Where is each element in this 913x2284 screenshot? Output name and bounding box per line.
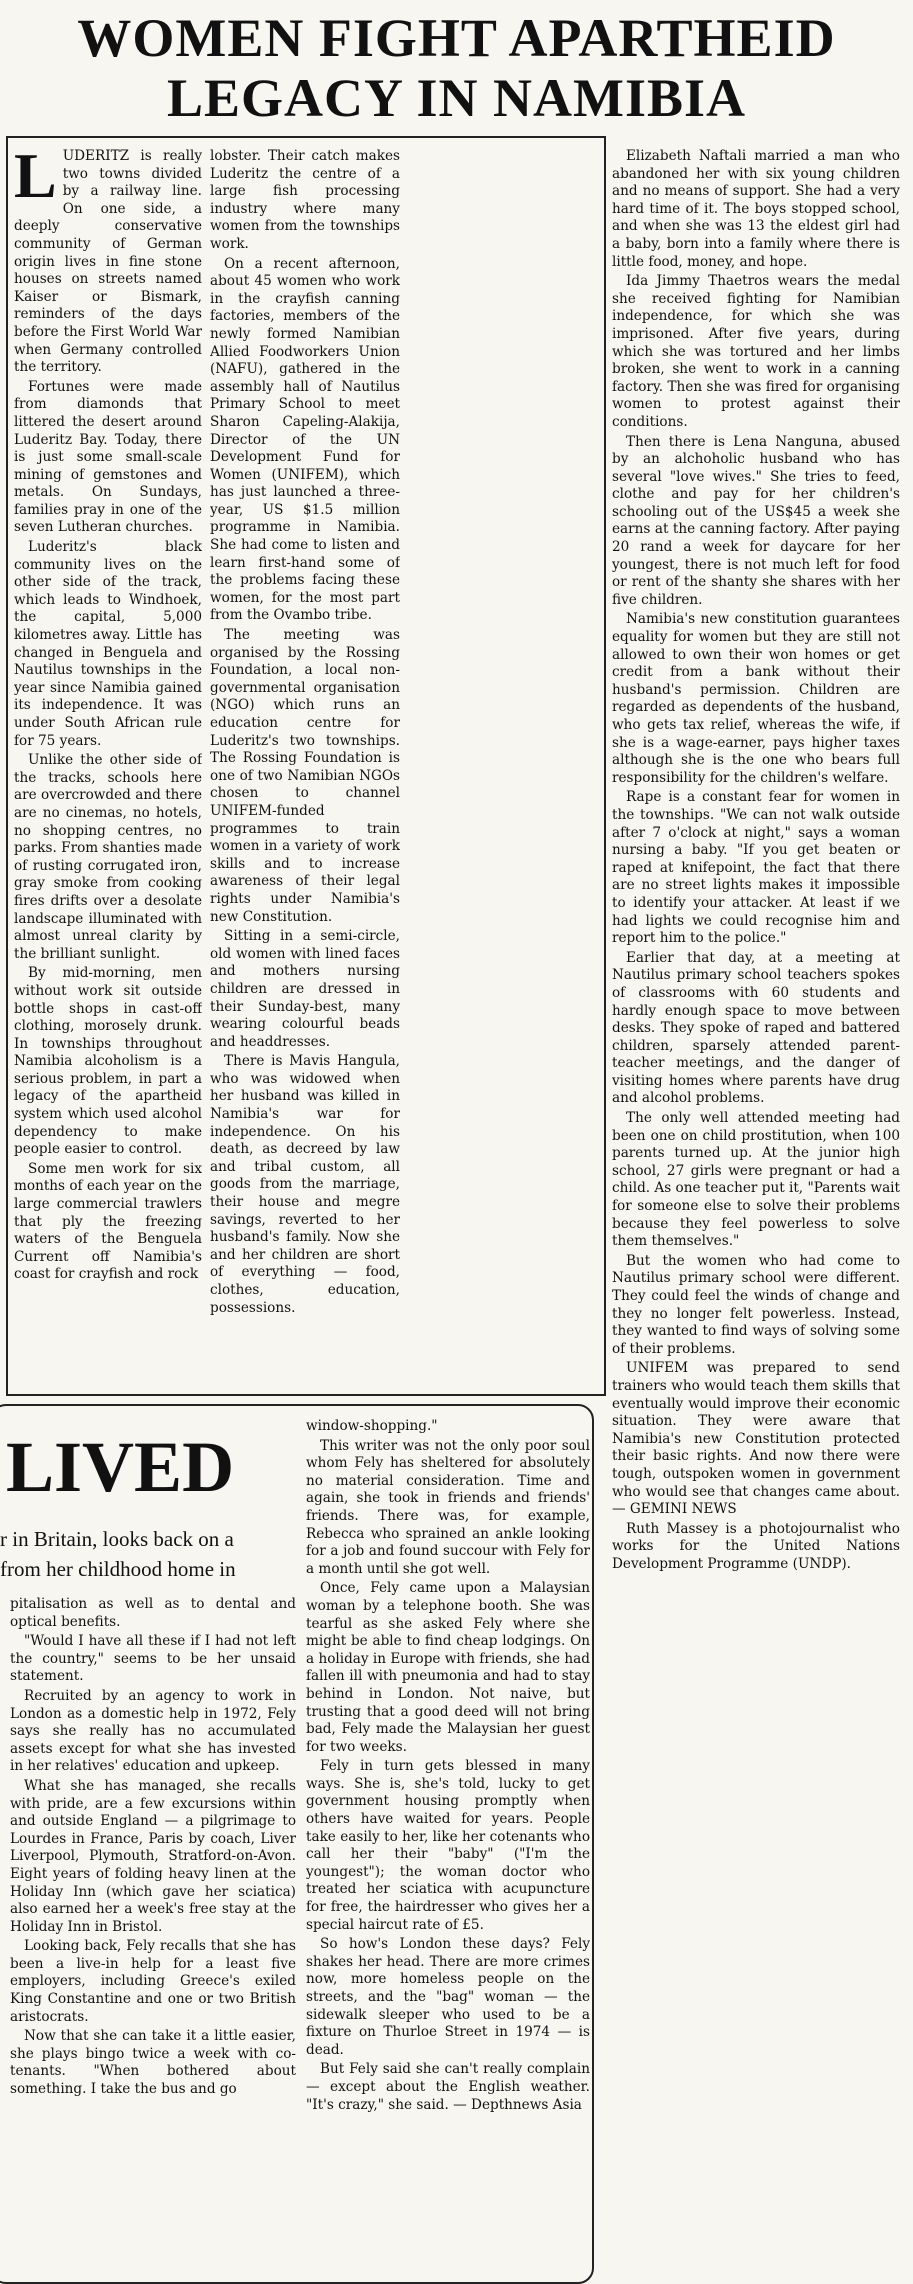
article-column-3 <box>612 148 900 2268</box>
paragraph: What she has managed, she recalls with pride, are a few excursions within and outside England — a pilgrimage to Lourdes in France, Paris by coach, Liver Liverpool, Plymouth, Stratford-on-Avon. Eight years of folding heavy linen at the Holiday Inn (which gave her sciatica) also earned her a week's free stay at the Holiday Inn in Bristol. <box>10 1777 296 1935</box>
paragraph: Recruited by an agency to work in London as a domestic help in 1972, Fely says she really has no accumulated assets except for what she has invested in her relatives' education and upkeep. <box>10 1687 296 1775</box>
headline-line-2: LEGACY IN NAMIBIA <box>166 68 747 128</box>
paragraph: There is Mavis Hangula, who was widowed when her husband was killed in Namibia's war for independence. On his death, as decreed by law and tribal custom, all goods from the marriage, their house and megre savings, reverted to her husband's family. Now she and her children are short of everything — food, clothes, education, possessions. <box>210 1053 400 1316</box>
paragraph: Ruth Massey is a photojournalist who works for the United Nations Development Programme (UNDP). <box>612 1520 900 1572</box>
paragraph: Some men work for six months of each year on the large commercial trawlers that ply the freezing waters of the Benguela Current off Namibia's coast for crayfish and rock <box>14 1160 202 1283</box>
paragraph: window-shopping." <box>306 1418 438 1434</box>
paragraph: Rape is a constant fear for women in the townships. "We can not walk outside after 7 o'clock at night," says a woman nursing a baby. "If you get beaten or raped at knifepoint, the fact that there are no street lights makes it impossible to identify your attacker. At least if we had lights we could recognise him and report him to the police." <box>612 789 900 947</box>
paragraph: Ida Jimmy Thaetros wears the medal she received fighting for Namibian independence, for which she was imprisoned. After five years, during which she was tortured and her limbs broken, she went to work in a canning factory. Then she was fired for organising women to protest against their conditions. <box>612 273 900 430</box>
subhead-line-1: r in Britain, looks back on a <box>0 1527 234 1551</box>
subhead-line-2: from her childhood home in <box>0 1557 236 1581</box>
paragraph: pitalisation as well as to dental and optical benefits. <box>10 1596 296 1630</box>
headline-line-1: WOMEN FIGHT APARTHEID <box>77 8 836 68</box>
paragraph: Once, Fely came upon a Malaysian woman by a telephone booth. She was tearful as she asked Fely where she might be able to find cheap lodgings. On a holiday in Europe with friends, she had fallen ill with pneumonia and had to stay behind in London. Not naive, but trusting that a good deed will not bring bad, Fely made the Malaysian her guest for two weeks. <box>306 1580 590 1755</box>
dropcap: L <box>14 148 57 211</box>
paragraph: Elizabeth Naftali married a man who abandoned her with six young children and no means of support. She had a very hard time of it. The boys stopped school, and when she was 13 the eldest girl had a baby, born into a family where there is little food, money, and hope. <box>612 148 900 270</box>
paragraph: Now that she can take it a little easier, she plays bingo twice a week with co-tenants. "When bothered about something. I take the bus and go <box>10 2028 296 2098</box>
paragraph: UDERITZ is really two towns divided by a railway line. On one side, a deeply conservative community of German origin lives in fine stone houses on streets named Kaiser or Bismark, reminders of the days before the First World War when Germany controlled the territory. <box>14 148 202 376</box>
paragraph: Luderitz's black community lives on the other side of the track, which leads to Windhoek, the capital, 5,000 kilometres away. Little has changed in Benguela and Nautilus townships in the year since Namibia gained its independence. It was under South African rule for 75 years. <box>14 539 202 749</box>
paragraph: Unlike the other side of the tracks, schools here are overcrowded and there are no cinemas, no hotels, no shopping centres, no parks. From shanties made of rusting corrugated iron, gray smoke from cooking fires drifts over a desolate landscape illuminated with almost unreal clarity by the brilliant sunlight. <box>14 752 202 962</box>
second-article-column-1 <box>10 1596 296 2268</box>
paragraph: "Would I have all these if I had not left the country," seems to be her unsaid statement. <box>10 1633 296 1685</box>
paragraph: This writer was not the only poor soul whom Fely has sheltered for absolutely no material consideration. Time and again, she took in friends and friends' friends. There was, for example, Rebecca who sprained an ankle looking for a job and found succour with Fely for a month until she got well. <box>306 1437 590 1577</box>
paragraph: Then there is Lena Nanguna, abused by an alchoholic husband who has several "love wives." She tries to feed, clothe and pay for her children's schooling out of the US$45 a week she earns at the canning factory. After paying 20 rand a week for daycare for her youngest, there is not much left for food or rent of the shanty she shares with her five children. <box>612 433 900 608</box>
article-column-2 <box>210 148 400 1388</box>
second-article-subhead <box>0 1524 295 1584</box>
paragraph: lobster. Their catch makes Luderitz the centre of a large fish processing industry where many women from the townships work. <box>210 148 400 252</box>
paragraph: Fely in turn gets blessed in many ways. She is, she's told, lucky to get government housing promptly when others have waited for years. People take easily to her, like her cotenants who call her their "baby" ("I'm the youngest"); the woman doctor who treated her sciatica with acupuncture for free, the hairdresser who gives her a special haircut rate of £5. <box>306 1758 590 1933</box>
paragraph: But the women who had come to Nautilus primary school were different. They could feel the winds of change and they no longer felt powerless. Instead, they wanted to find ways of solving some of their problems. <box>612 1252 900 1357</box>
paragraph: Namibia's new constitution guarantees equality for women but they are still not allowed to own their won homes or get credit from a bank without their husband's permission. Children are regarded as dependents of the husband, who gets tax relief, whereas the wife, if she is a wage-earner, pays higher taxes although she is the one who bears full responsibility for the children's welfare. <box>612 611 900 786</box>
paragraph: The meeting was organised by the Rossing Foundation, a local non-governmental organisation (NGO) which runs an education centre for Luderitz's two townships. The Rossing Foundation is one of two Namibian NGOs chosen to channel UNIFEM-funded programmes to train women in a variety of work skills and to increase awareness of their legal rights under Namibia's new Constitution. <box>210 627 400 925</box>
paragraph: Fortunes were made from diamonds that littered the desert around Luderitz Bay. Today, there is just some small-scale mining of gemstones and metals. On Sundays, families pray in one of the seven Lutheran churches. <box>14 378 202 536</box>
paragraph: The only well attended meeting had been one on child prostitution, when 100 parents turned up. At the junior high school, 27 girls were pregnant or had a child. As one teacher put it, "Parents wait for someone else to solve their problems because they feel powerless to solve them themselves." <box>612 1110 900 1250</box>
paragraph: Earlier that day, at a meeting at Nautilus primary school teachers spokes of classrooms with 60 students and hardly enough space to move between desks. They spoke of raped and battered children, sparsely attended parent-teacher meetings, and the danger of visiting homes where parents have drug and alcohol problems. <box>612 949 900 1107</box>
second-article-column-2 <box>306 1418 590 2268</box>
paragraph: UNIFEM was prepared to send trainers who would teach them skills that eventually would improve their economic situation. They were aware that Namibia's new Constitution protected their basic rights. And now there were tough, outspoken women in government who would see that changes came about. — GEMINI NEWS <box>612 1360 900 1518</box>
paragraph: But Fely said she can't really complain — except about the English weather. "It's crazy," she said. — Depthnews Asia <box>306 2061 590 2113</box>
paragraph: Looking back, Fely recalls that she has been a live-in help for a least five employers, including Greece's exiled King Constantine and one or two British aristocrats. <box>10 1938 296 2025</box>
paragraph: By mid-morning, men without work sit outside bottle shops in cast-off clothing, morosely drunk. In townships throughout Namibia alcoholism is a serious problem, in part a legacy of the apartheid system which used alcohol dependency to make people easier to control. <box>14 965 202 1158</box>
article-column-1 <box>14 148 202 1388</box>
paragraph: On a recent afternoon, about 45 women who work in the crayfish canning factories, members of the newly formed Namibian Allied Foodworkers Union (NAFU), gathered in the assembly hall of Nautilus Primary School to meet Sharon Capeling-Alakija, Director of the UN Development Fund for Women (UNIFEM), which has just launched a three-year, US $1.5 million programme in Namibia. She had come to listen and learn first-hand some of the problems facing these women, for the most part from the Ovambo tribe. <box>210 255 400 624</box>
paragraph: So how's London these days? Fely shakes her head. There are more crimes now, more homeless people on the streets, and the "bag" woman — the sidewalk sleeper who used to be a fixture on Thurloe Street in 1974 — is dead. <box>306 1936 590 2058</box>
headline <box>0 8 913 128</box>
paragraph: Sitting in a semi-circle, old women with lined faces and mothers nursing children are dressed in their Sunday-best, many wearing colourful beads and headdresses. <box>210 928 400 1050</box>
second-article-title: LIVED <box>6 1427 235 1507</box>
